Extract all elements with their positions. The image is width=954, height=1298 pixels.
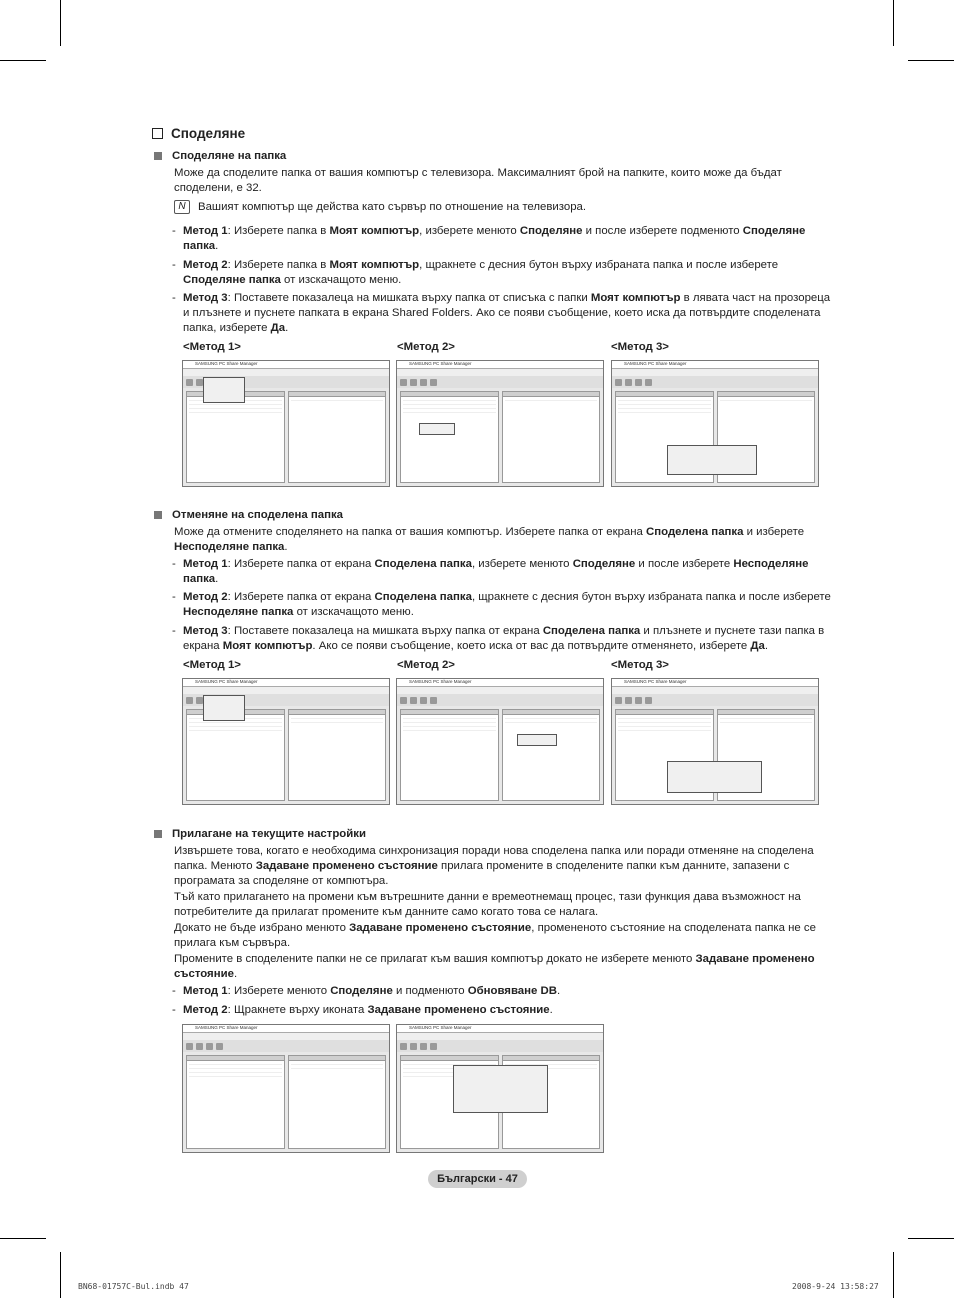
screenshot: SAMSUNG PC Share Manager [182, 678, 390, 805]
method-label: <Метод 1> [183, 659, 241, 671]
section-title: Прилагане на текущите настройки [154, 828, 366, 840]
paragraph: Може да отмените споделянето на папка от вашия компютър. Изберете папка от екрана Споделена папка и изберете Несподеляне папка. [174, 526, 805, 553]
crop-mark [0, 1238, 46, 1239]
paragraph: Може да споделите папка от вашия компютър с телевизора. Максималният брой на папките, които може да бъдат споделени, е 32. [174, 167, 782, 194]
method-item: - Метод 1: Изберете папка от екрана Споделена папка, изберете менюто Споделяне и после изберете Несподеляне папка. [172, 558, 809, 585]
paragraph: Извършете това, когато е необходима синхронизация поради нова споделена папка или поради отменяне на споделена папка. Менюто Задаване променено състояние прилага промените в споделените папки към данните, запазени с програмата за споделяне от компютъра. [174, 845, 814, 887]
method-item: - Метод 2: Изберете папка в Моят компютър, щракнете с десния бутон върху избраната папка и после изберете Споделяне папка от изскачащото меню. [172, 259, 779, 286]
checkbox-icon [152, 128, 163, 139]
method-item: - Метод 2: Щракнете върху иконата Задаване променено състояние. [172, 1004, 553, 1016]
paragraph: Тъй като прилагането на промени към вътрешните данни е времеотнемащ процес, тази функция дава възможност на потребителите да прилагат промените към данните само когато това се налага. [174, 891, 801, 918]
screenshot: SAMSUNG PC Share Manager [396, 360, 604, 487]
crop-mark [908, 60, 954, 61]
page-number-badge: Български - 47 [428, 1170, 527, 1188]
crop-mark [893, 1252, 894, 1298]
method-item: - Метод 1: Изберете менюто Споделяне и подменюто Обновяване DB. [172, 985, 561, 997]
page-title: Споделяне [152, 126, 245, 141]
paragraph: Докато не бъде избрано менюто Задаване променено състояние, промененото състояние на споделената папка не се прилага към сървъра. [174, 922, 816, 949]
section-title: Отменяне на споделена папка [154, 509, 343, 521]
method-label: <Метод 1> [183, 341, 241, 353]
method-item: - Метод 2: Изберете папка от екрана Споделена папка, щракнете с десния бутон върху избраната папка и после изберете Несподеляне папка от изскачащото меню. [172, 591, 831, 618]
square-bullet-icon [154, 511, 162, 519]
screenshot: SAMSUNG PC Share Manager [182, 360, 390, 487]
method-item: - Метод 1: Изберете папка в Моят компютър, изберете менюто Споделяне и после изберете подменюто Споделяне папка. [172, 225, 806, 252]
screenshot: SAMSUNG PC Share Manager [611, 678, 819, 805]
method-label: <Метод 2> [397, 341, 455, 353]
screenshot: SAMSUNG PC Share Manager [396, 678, 604, 805]
note: N Вашият компютър ще действа като сървър по отношение на телевизора. [174, 200, 586, 214]
crop-mark [60, 0, 61, 46]
crop-mark [0, 60, 46, 61]
note-icon: N [174, 200, 190, 214]
crop-mark [60, 1252, 61, 1298]
method-label: <Метод 3> [611, 659, 669, 671]
print-date: 2008-9-24 13:58:27 [792, 1282, 879, 1291]
square-bullet-icon [154, 830, 162, 838]
crop-mark [908, 1238, 954, 1239]
file-info: BN68-01757C-Bul.indb 47 [78, 1282, 189, 1291]
screenshot: SAMSUNG PC Share Manager [396, 1024, 604, 1153]
square-bullet-icon [154, 152, 162, 160]
method-item: - Метод 3: Поставете показалеца на мишката върху папка от списъка с папки Моят компютър в лявата част на прозореца и плъзнете и пуснете папката в екрана Shared Folders. Ако се появи съобщение, което иска да потвърдите споделената папка, изберете Да. [172, 292, 831, 334]
screenshot: SAMSUNG PC Share Manager [611, 360, 819, 487]
method-label: <Метод 3> [611, 341, 669, 353]
section-title: Споделяне на папка [154, 150, 286, 162]
method-item: - Метод 3: Поставете показалеца на мишката върху папка от екрана Споделена папка и плъзнете и пуснете тази папка в екрана Моят компютър. Ако се появи съобщение, което иска от вас да потвърдите отменянето, изберете Да. [172, 625, 825, 652]
crop-mark [893, 0, 894, 46]
paragraph: Промените в споделените папки не се прилагат към вашия компютър докато не изберете менюто Задаване променено състояние. [174, 953, 815, 980]
screenshot: SAMSUNG PC Share Manager [182, 1024, 390, 1153]
method-label: <Метод 2> [397, 659, 455, 671]
